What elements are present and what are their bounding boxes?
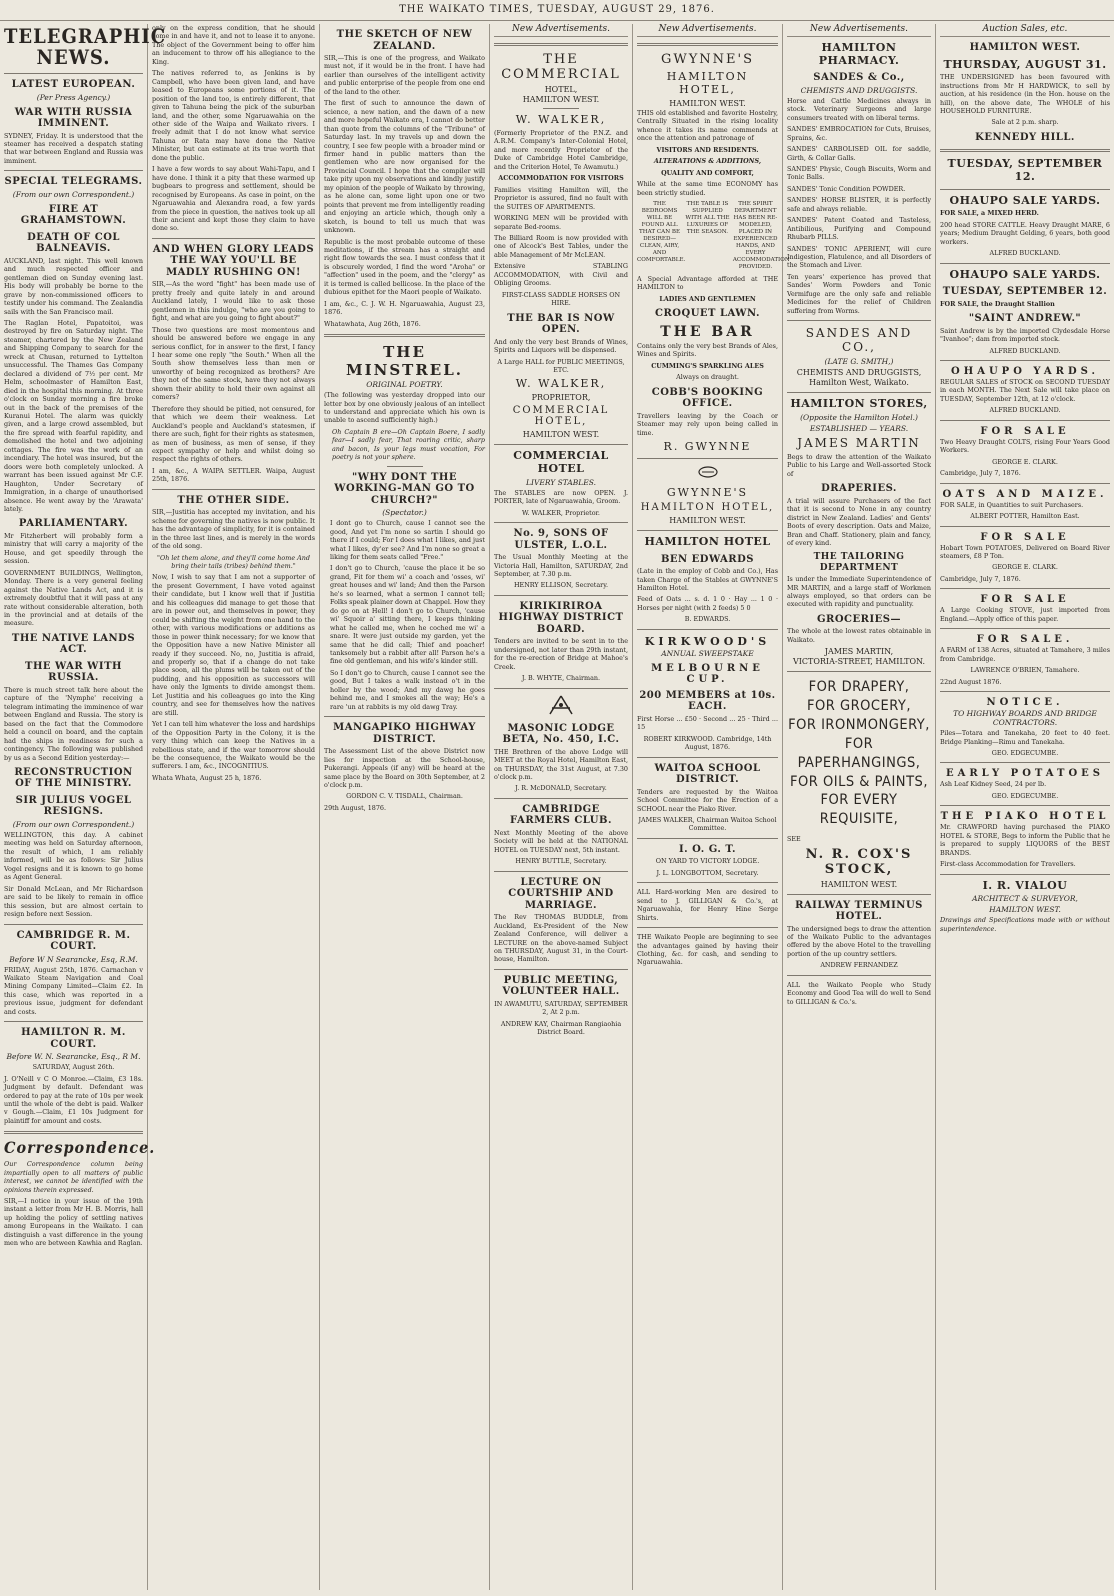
masonic-title: MASONIC LODGE BETA, No. 450, I.C. [502,722,620,746]
ham-waikato: Hamilton West, Waikato. [809,378,909,388]
column-header: New Advertisements. [787,24,931,37]
established: ESTABLISHED — YEARS. [809,423,909,433]
walker-body: (Formerly Proprietor of the P.N.Z. and A.R.M. Company's Inter-Colonial Hotel, and more recently Proprietor of the Duke of Cambridge Hotel Cambridge, and the Criterion Hotel, Te Awamutu.) [494,129,628,171]
working-men: WORKING MEN will be provided with separate Bed-rooms. [494,214,628,231]
fs3: FOR SALE [980,425,1070,437]
poem-spectator: (Spectator.) [382,508,427,518]
fs4: FOR SALE [980,531,1070,543]
r-gwynne: R. GWYNNE [663,439,752,453]
use-2: SANDES' CARBOLISED OIL for saddle, Girth, & Collar Galls. [787,145,931,162]
commercial-hotel-place: HAMILTON WEST. [522,95,600,104]
special-sub: (From our own Correspondent.) [12,189,135,199]
filler-1: The Raglan Hotel, Papatoitoi, was destroyed by fire on Saturday night. The steamer, chartered by the New Zealand and Shipping Company to search for the wreck at Chusan, returned to Lyttelton unsuccessful. The Thames Gas Company declared a dividend of 7½ per cent. Mr Helm, schoolmaster of Hamilton East, died in the hospital this morning. At three o'clock on Sunday morning a fire broke out in the back of the premises of the Kuranui Hotel. The alarm was quickly given, and a large crowd assembled, but the fire spread with fearful rapidity, and demolished the hotel and two adjoining cottages. The fire was the work of an incendiary. The hotel was insured, but the doors were both completely unlocked. A warrant has been issued against Mr C.F. Haughton, Under Secretary of Immigration, in a charge of unauthorised absence. He went away by the 'Arawata' lately. [4,318,143,513]
heading-war-with-russia: THE WAR WITH RUSSIA. [25,660,122,684]
war-body: SYDNEY, Friday. It is understood that the steamer has received a despatch stating that war between England and Russia was imminent. [4,131,143,165]
use-5: SANDES' HORSE BLISTER, it is perfectly safe and always reliable. [787,196,931,213]
tailoring-body: Is under the Immediate Superintendence of MR MARTIN, and a large staff of Workmen always employed, so that orders can be executed with rapidity and punctuality. [787,575,931,609]
heading-other-side: THE OTHER SIDE. [177,494,290,506]
kirkwood-sign: ROBERT KIRKWOOD. Cambridge, 14th August, 1876. [643,734,772,752]
bar-body: Contains only the very best Brands of Ales, Wines and Spirits. [637,341,778,359]
glory-signoff: I am, &c., A WAIPA SETTLER. Waipa, August 25th, 1876. [152,466,315,484]
buckland-1: ALFRED BUCKLAND. [989,249,1061,258]
poem-title: "WHY DONT THE WORKING-MAN GO TO CHURCH?" [334,471,475,506]
fs6: FOR SALE. [976,634,1074,646]
see: SEE [787,835,801,844]
visitors: VISITORS AND RESIDENTS. [656,145,759,154]
gwynnes-place: HAMILTON WEST. [669,99,746,108]
sale-time: Sale at 2 p.m. sharp. [991,118,1059,127]
for-every: FOR EVERY REQUISITE, [819,792,899,828]
tailoring: THE TAILORING DEPARTMENT [813,552,905,573]
ad-kirikiriroa [494,601,628,683]
ohaupo-yards-3: OHAUPO YARDS. [951,366,1099,377]
ulster-title: No. 9, SONS OF ULSTER, L.O.L. [513,528,609,551]
james-martin: JAMES MARTIN [797,435,921,450]
chemists: CHEMISTS AND DRUGGISTS. [800,85,918,95]
edwards-body: (Late in the employ of Cobb and Co.), Has taken Charge of the Stables at GWYNNE'S Hamilton Hotel. [637,567,778,592]
melbourne-cup: MELBOURNE CUP. [651,662,764,685]
column-1 [0,24,167,1590]
public-hall: A Large HALL for PUBLIC MEETINGS, ETC. [497,357,625,374]
cummings: CUMMING'S SPARKLING ALES [651,361,764,370]
chemists-2: CHEMISTS AND DRUGGISTS, [796,368,922,378]
railway-body: The undersigned begs to draw the attention of the Waikato Public to the advantages offered by the above Hotel to the travelling portion of the up country settlers. [787,924,931,958]
victory: ON YARD TO VICTORY LODGE. [655,857,760,866]
buckland-2: ALFRED BUCKLAND. [989,346,1061,355]
proprietor-label: PROPRIETOR, [531,393,591,403]
iogt: I. O. G. T. [678,843,736,855]
members: 200 MEMBERS at 10s. EACH. [639,689,776,713]
column-header: New Advertisements. [494,24,628,37]
livery-sign: W. WALKER, Proprietor. [522,508,600,517]
piako: THE PIAKO HOTEL [940,811,1110,823]
ad-farmers [494,804,628,866]
filler-4: Sir Donald McLean, and Mr Richardson are said to be likely to remain in office this session, but are almost certain to resign before next Session. [4,884,143,919]
croquet: CROQUET LAWN. [655,308,760,320]
public-title: PUBLIC MEETING, VOLUNTEER HALL. [502,974,620,998]
for-paperhangings: FOR PAPERHANGINGS, [797,735,921,771]
buckland-3: ALFRED BUCKLAND. [989,406,1061,415]
accommodation: ACCOMMODATION FOR VISITORS [498,174,624,183]
potatoes-body: Ash Leaf Kidney Seed, 24 per lb. [940,780,1047,789]
victoria-st: VICTORIA-STREET, HAMILTON. [792,657,926,667]
obrien-date: 22nd August 1876. [940,677,1002,686]
fs2: FOR SALE, the Draught Stallion [940,299,1055,308]
farmers-title: CAMBRIDGE FARMERS CLUB. [510,803,612,827]
ad-mangapiko [324,722,485,812]
hamilton-stores: HAMILTON STORES, [790,397,928,411]
the-bar: THE BAR [660,323,755,340]
thursday: THURSDAY, AUGUST 31. [943,57,1107,71]
column-5 [633,24,790,1590]
heading-mangapiko: MANGAPIKO HIGHWAY DISTRICT. [333,722,476,745]
oats: OATS AND MAIZE. [942,488,1108,500]
col2-filler-3: Those two questions are most momentous and should be answered before we engage in any serious conflict, for in answer to the first, I fancy I hear some one reply "the South." When all the South show themselves less than men or unworthy of being recognized as brothers? Are they not of the same stock, have they not always shown their ability to hold their own against all comers? [152,325,315,402]
use-6: SANDES' Patent Coated and Tasteless, Antibilious, Purifying and Compound Rhubarb PILLS. [787,216,931,242]
lecture-title: LECTURE ON COURTSHIP AND MARRIAGE. [508,876,614,911]
vogel-sub: (From our own Correspondent.) [12,819,135,829]
col3-filler-1: The first of such to announce the dawn of science, a new nation, and the dawn of a new and more hopeful Waikato era, I cannot do better than quote from the columns of the "Tribune" of Saturday last. In my travels up and down the country, I see few people with a broader mind or firmer hand in public matters than the gentlemen who are now organised for the Provincial Council. I hope that the compiler will take pity upon my observations and kindly justify my opinion of the people of Waikato by throwing, as he alone can, some light upon one or two points that prevent me from intelligently reading and enjoying an article which, though only a sketch, is bound to tell us much that was unknown. [324,99,485,235]
filler-5: FRIDAY, August 25th, 1876. Carnachan v Waikato Steam Navigation and Coal Mining Company Limited—Claim £2. In this case, which was reported in a previous issue, judgment for defendant and costs. [4,965,143,1016]
quality-body: While at the same time ECONOMY has been strictly studied. [637,180,778,197]
accommodation-body: Families visiting Hamilton will, the Proprietor is assured, find no fault with the SUITES OF APARTMENTS. [494,185,628,211]
notice-body: Piles—Totara and Tanekaha, 20 feet to 40 feet. Bridge Planking—Rimu and Tanekaha. [940,729,1110,746]
section-title-telegraphic: TELEGRAPHIC NEWS. [4,24,167,69]
fs1: FOR SALE, a MIXED HERD. [940,209,1039,218]
b-edwards: B. EDWARDS. [684,615,731,624]
groceries: GROCERIES— [817,613,901,625]
col3-filler-2: Republic is the most probable outcome of these meditations, if the stream has a straight and right flow towards the sea. I must confess that it is obscurely worded, I find the word "Aroha" or "affection" used in the poem, and the "clergy" as it is termed is called bellicose. In the place of the dubious epithet for the Maori people of Waikato. [324,237,485,297]
gwynne-body: THIS old established and favorite Hostelry, Centrally Situated in the rising locality whence it takes its name commends at once the attention and patronage of [637,109,778,143]
hamilton-west: HAMILTON WEST. [969,42,1081,53]
architect: ARCHITECT & SURVEYOR, [972,894,1078,904]
col2-footer: Whata Whata, August 25 h, 1876. [152,773,262,782]
hotel-features-table [637,201,790,271]
notice: NOTICE. [986,697,1064,709]
column-7 [936,24,1114,1590]
feed-prices: Feed of Oats ... s. d. 1 0 · Hay ... 1 0 · Horses per night (with 2 feeds) 5 0 [637,595,778,612]
piako-body: Mr. CRAWFORD having purchased the PIAKO HOTEL & STORE, Begs to inform the Public that he is prepared to supply LIQUORS of the BEST BRANDS. [940,823,1110,857]
waitoa: WAITOA SCHOOL DISTRICT. [654,762,761,786]
pharmacy: HAMILTON PHARMACY. [818,41,900,67]
billiard: The Billiard Room is now provided with one of Alcock's Best Tables, under the able Management of Mr McLEAN. [494,233,628,259]
victory-sign: J. L. LONGBOTTOM, Secretary. [656,868,759,877]
col2-filler-2: I have a few words to say about Wahi-Tapu, and I have done. I think it a pity that these warmed up bugbears to progress and settlement, should be recognised by Europeans. As case in point, on the Ngaruawahia and Alexandra road, a few yards from the piece in question, the natives took up all their ancient and kept those they claim to have done so. [152,165,315,233]
bar-body: And only the very best Brands of Wines, Spirits and Liquors will be dispensed. [494,337,628,355]
hamilton-sub: Before W. N. Searancke, Esq., R M. [6,1052,141,1062]
use-3: SANDES' Physic, Cough Biscuits, Worm and Tonic Balls. [787,164,931,182]
minstrel-verse: Oh Captain B ere—Oh Captain Boere, I sadly fear—I sadly fear, That roaring critic, sharp and bacon, Is your legs must vocation, For poetry is not your sphere. [332,427,485,462]
section-title-minstrel: THE MINSTREL. [346,343,463,380]
poem-body: I dont go to Church, cause I cannot see the good, And yet I'm none so sartin I should go there if I could; For I does what I likes, and just what I likes, dy'er see? And I'm none so great a liking for them seats called "Free." [330,519,485,561]
heading-glory: AND WHEN GLORY LEADS THE WAY YOU'LL BE MADLY RUSHING ON! [152,243,315,278]
potatoes: EARLY POTATOES [945,768,1105,780]
ben-edwards: BEN EDWARDS [660,553,755,565]
mangapiko-sign: GORDON C. V. TISDALL, Chairman. [346,792,463,801]
ulster-body: The Usual Monthly Meeting at the Victoria Hall, Hamilton, SATURDAY, 2nd September, at 7.30 p.m. [494,553,628,578]
notice-sub: TO HIGHWAY BOARDS AND BRIDGE CONTRACTORS. [953,709,1097,728]
heading-war-russia: WAR WITH RUSSIA IMMINENT. [14,106,133,129]
oats-body: FOR SALE, in Quantities to suit Purchasers. [940,500,1084,509]
fs4-body: Hobart Town POTATOES, Delivered on Board River steamers, £8 P Ton. [940,543,1110,560]
yards-body: REGULAR SALES of STOCK on SECOND TUESDAY in each MONTH. The Next Sale will take place on TUESDAY, September 12th, at 12 o'clock. [940,378,1110,403]
col2-body-1: only on the express condition, that he should come in and have it, and not to lease it to anyone. The object of the Government being to offer him an inducement to throw off his allegiance to the King. [152,24,315,66]
public-body: IN AWAMUTU, SATURDAY, SEPTEMBER 2, At 2 p.m. [494,999,628,1017]
masonic-body: THE Brethren of the above Lodge will MEET at the Royal Hotel, Hamilton East, on THURSDAY, the 31st August, at 7.30 o'clock p.m. [494,747,628,781]
cobb-office: COBB'S BOOKING OFFICE. [651,386,764,410]
kirikiriroa-body: Tenders are invited to be sent in to the undersigned, not later than 29th instant, for the re-erection of Bridge at Mahoe's Creek. [494,637,628,671]
stabling: Extensive STABLING ACCOMMODATION, with Civil and Obliging Grooms. [494,262,628,288]
saint-andrew: "SAINT ANDREW." [968,313,1082,325]
use-1: SANDES' EMBROCATION for Cuts, Bruises, Sprains, &c. [787,125,931,142]
filler-2: GOVERNMENT BUILDINGS, Wellington, Monday. There is a very general feeling against the Native Lands Act, and it is extremely doubtful that it will pass at any rate without considerable alteration, both in the provincial and at details of the measure. [4,568,143,628]
fs3-body: Two Heavy Draught COLTS, rising Four Years Good Workers. [940,437,1110,455]
ohaupo-yards-2: OHAUPO SALE YARDS. [949,267,1101,281]
vialou: I. R. VIALOU [982,878,1068,892]
poem-middle: I don't go to Church, 'cause the place it be so grand, Fit for them wi' a coach and 'osses, wi' great houses and wi' land; And then the Parson he's so learned, what a sermon I cannot tell; Folks speak plainer down at Chappel. How they do go on at Hell! I don't go to Church, 'cause wi' Squoir a' sitting there, I keeps thinking what he called me, when he coched me wi' a snare. It were just outside my garden, yet the same that he did call; Thief and poacher! tanksomely but a rabbit after all! Parson he's a fine old gentleman, and his wife's kinder still. [330,564,485,666]
gwynnes-place-2: HAMILTON WEST. [669,515,746,525]
ham-w: HAMILTON WEST. [989,905,1061,915]
commercial-hotel-2-place: HAMILTON WEST. [522,430,600,440]
filler-6: J. O'Neill v C O Monroe.—Claim, £3 18s. Judgment by default. Defendant was ordered to pay at the rate of 10s per week until the whole of the debt is paid. Walker v Gough.—Claim, £1 10s Judgment for plaintiff for amount and costs. [4,1074,143,1125]
hamilton-hotel: HAMILTON HOTEL [644,534,771,548]
column-6 [783,24,936,1590]
ad-livery [494,450,628,517]
sandes-2: SANDES AND CO., [805,326,913,355]
use-7: SANDES' TONIC APERIENT, will cure Indigestion, Flatulence, and all Disorders of the Stomach and Liver. [787,244,931,270]
commercial-hotel-sub: HOTEL, [544,85,578,94]
prizes: First Horse ... £50 · Second ... 25 · Third ... 15 [637,714,778,732]
first-class: First-class Accommodation for Travellers. [940,860,1076,869]
cox-stock: N. R. COX'S STOCK, [805,846,913,877]
column-2 [148,24,320,1590]
stores-sub: (Opposite the Hamilton Hotel.) [800,412,918,422]
commercial-hotel-title: THE COMMERCIAL [501,52,621,82]
feature-bedrooms: THE BEDROOMS WILL BE FOUND ALL THAT CAN BE DESIRED—CLEAN, AIRY, AND COMFORTABLE. [637,201,686,263]
ulster-sign: HENRY ELLISON, Secretary. [513,581,609,590]
masonic-emblem-icon [494,694,628,720]
fs2-body: Saint Andrew is by the imported Clydesdale Horse "Ivanhoe"; dam from imported stock. [940,326,1110,344]
for-ironmongery: FOR IRONMONGERY, [788,717,930,734]
martin-body-2: A trial will assure Purchasers of the fact that it is second to None in any country district in New Zealand. Ladies' and Gents' Boots of every description. Oats and Maize, Bran and Chaff. Stationery, plain and fancy, of every kind. [787,496,931,547]
waitoa-sign: JAMES WALKER, Chairman Waitoa School Committee. [638,815,777,833]
livery-title: COMMERCIAL HOTEL [513,449,609,476]
heading-sketch: THE SKETCH OF NEW ZEALAND. [336,29,473,52]
gwynnes-title-2: GWYNNE'S [666,485,749,499]
filler-3: There is much street talk here about the capture of the 'Nymphe' receiving a telegram intimating the imminence of war between England and Russia. The story is based on the fact that the Commodore held a council on board, and the captain had the ships in readiness for such a contingency. The following was published by us as a Second Edition yesterday:— [4,685,143,762]
fs5-body: A Large Cooking STOVE, just imported from England.—Apply office of this paper. [940,606,1110,623]
pharmacy-body: Horse and Cattle Medicines always in stock. Veterinary Surgeons and large consumers treated with on liberal terms. [787,96,931,122]
mangapiko-body: The Assessment List of the above District now lies for inspection at the School-house, Pukerangi. Appeals (if any) will be heard at the same place by the Board on 30th September, at 2 o'clock p.m. [324,747,485,789]
tuesday-sept: TUESDAY, SEPTEMBER 12. [947,157,1103,183]
edgecumbe-1: GEO. EDGECUMBE. [991,748,1059,757]
cobb-body: Travellers leaving by the Coach or Steamer may rely upon being called in time. [637,411,778,437]
hamilton-date: SATURDAY, August 26th. [32,1063,115,1072]
james-martin-2: JAMES MARTIN, [824,647,894,657]
masthead: THE WAIKATO TIMES, TUESDAY, AUGUST 29, 1876. [0,0,1114,21]
sandes-2-sub: (LATE G. SMITH,) [824,357,894,367]
alterations: ALTERATIONS & ADDITIONS, [653,157,762,166]
column-header: Auction Sales, etc. [940,24,1110,37]
kirkwood-sub: ANNUAL SWEEPSTAKE [661,648,754,658]
ad-lecture [494,877,628,964]
death-body: AUCKLAND, last night. This well known and much respected officer and gentleman died on Sunday evening last. His body will probably be borne to the grave by non-commissioned officers to testify under his command. The Zealandia sails with the San Francisco mail. [4,256,143,316]
draperies: DRAPERIES. [821,483,897,495]
original-poetry: ORIGINAL POETRY. [366,380,443,390]
masonic-sign: J. R. McDONALD, Secretary. [515,784,607,793]
edgecumbe-2: GEO. EDGECUMBE. [991,791,1059,800]
cambridge-sub: Before W N Searancke, Esq, R.M. [9,954,138,964]
correspondence-note: Our Correspondence column being impartially open to all matters of public interest, we cannot be identified with the opinions therein expressed. [4,1160,143,1194]
kennedy-hill: KENNEDY HILL. [975,131,1075,143]
heading-latest-european: LATEST EUROPEAN. [11,79,136,90]
gwynnes-hotel-2: HAMILTON HOTEL, [640,501,775,513]
fs1-body: 200 head STORE CATTLE. Heavy Draught MARE, 6 years; Medium Draught Gelding, 6 years, both good workers. [940,220,1110,246]
column-3 [320,24,490,1590]
kirkwood: KIRKWOOD'S [644,634,771,648]
tuesday-sept-2: TUESDAY, SEPTEMBER 12. [942,286,1108,298]
whole: The whole at the lowest rates obtainable in Waikato. [787,627,931,644]
potter: ALBERT POTTER, Hamilton East. [970,512,1080,521]
col2-filler-1: The natives referred to, as Jenkins is by Campbell, who have been given land, and have leased to Europeans some portions of it. The position of the land too, is entirely different, that given to Tahuna being the pick of the suburban land, and the other, some Ngaruawahia on the other side of the Waipa and Waikato rivers. I freely admit that I do not know what service Tahuna or Rata may have done the Native Minister, but can estimate at its true worth that done the public. [152,69,315,162]
clark-1-date: Cambridge, July 7, 1876. [940,469,1021,478]
gwynnes-title: GWYNNE'S [660,52,755,67]
tea-ad: ALL the Waikato People who Study Economy and Good Tea will do well to Send to GILLIGAN & Co.'s. [787,980,931,1006]
section-title-correspondence: Correspondence. [4,1138,156,1158]
obrien: LAWRENCE O'BRIEN, Tamahere. [970,666,1080,675]
walker-name: W. WALKER, [515,113,607,126]
waitoa-body: Tenders are requested by the Waitoa School Committee for the Erection of a SCHOOL near the Piako River. [637,787,778,813]
poem-end: So I don't go to Church, cause I cannot see the good, But I takes a walk instead o't in the holler by the wood; And my dawg he goes behind me, and I smokes all the way; He's a rare 'un at rabbits is my old dawg Tray. [330,668,485,711]
farmers-body: Next Monthly Meeting of the above Society will be held at the NATIONAL HOTEL on TUESDAY next, 5th instant. [494,828,628,854]
railway-terminus: RAILWAY TERMINUS HOTEL. [795,899,923,923]
heading-vogel: SIR JULIUS VOGEL RESIGNS. [15,794,132,818]
kirikiriroa-title: KIRIKIRIROA HIGHWAY DISTRICT BOARD. [498,600,624,635]
col2-filler-5: Now, I wish to say that I am not a supporter of the present Government, I have voted against their candidate, but I know well that if Justitia and his colleagues did manage to get those that are in power out, and themselves in power, they could be shifting the weight from one hand to the other, with various modifications or additions as those in power think necessary; for we know that the Opposition have a new Native Minister all ready if they succeed. No, no, Justitia is afraid, and properly so, that if a change do not take place soon, all the plums will be taken out of the pudding, and his opposition as successors will have only the Igments to divide amongst them. Let Justitia and his colleagues go into the King country, and see for themselves how the natives are still. [152,573,315,717]
heading-reconstruction: RECONSTRUCTION OF THE MINISTRY. [14,766,133,790]
quality: QUALITY AND COMFORT, [661,168,754,177]
fs6-body: A FARM of 138 Acres, situated at Tamahere, 3 miles from Cambridge. [940,646,1110,663]
farmers-sign: HENRY BUTTLE, Secretary. [515,857,607,866]
col2-filler-4: Therefore they should be pitied, not censured, for that which we deem their weakness. Let Auckland's people and Auckland's statesmen, if there are such, fight for their rights as statesmen, as men of business, as men of sense, if they expect sympathy or help and whilst doing so respect the rights of others. [152,404,315,464]
minstrel-intro: (The following was yesterday dropped into our letter box by one obviously jealous of an intellect to understand and appreciate which his own is unable to ascend sufficiently high.) [324,391,485,425]
livery-sub: LIVERY STABLES. [526,477,596,487]
pharmacy-note: Ten years' experience has proved that Sandes' Worm Powders and Tonic Vermifuge are the only safe and reliable Medicines for the relief of Children suffering from Worms. [787,272,931,315]
heading-fire: FIRE AT GRAHAMSTOWN. [20,203,127,227]
ad-public-meeting [494,975,628,1037]
glory-body: SIR,—As the word "fight" has been made use of pretty freely and quite lately in and around Auckland lately, I would like to ask those gentlemen in this indulge, "who are you going to fight, and what are you going to fight about?" [152,280,315,323]
col2-filler-6: Yet I can tell him whatever the loss and hardships of the Opposition Party in the Colony, it is the very thing which can keep the Natives in a rebellious state, and if the war tomorrow should be the consequence, the Waikato would be the sufferers. I am, &c., INCOGNITIUS. [152,720,315,771]
fs5: FOR SALE [980,594,1070,606]
clark-2-date: Cambridge, July 7, 1876. [940,574,1021,583]
thursday-body: THE UNDERSIGNED has been favoured with instructions from Mr H HARDWICK, to sell by auction, at his residence (in the Hon. house on the hill), on the above date, The WHOLE of his HOUSEHOLD FURNITURE. [940,73,1110,115]
sketch-sign-2: Whatawhata, Aug 26th, 1876. [324,319,421,328]
other-body: SIR,—Justitia has accepted my invitation, and his scheme for governing the natives is now public. It has the advantage of simplicity, for it is contained in the three last lines, and is merely in the words of the old song. [152,508,315,551]
walker-name-2: W. WALKER, [515,377,607,391]
song-lines: "Oh let them alone, and they'll come home And bring their tails (tribes) behind them." [157,553,310,571]
drawings: Drawings and Specifications made with or without superintendence. [940,916,1110,933]
ohaupo-yards: OHAUPO SALE YARDS. [949,193,1101,207]
waikato-people: THE Waikato People are beginning to see the advantages gained by having their Clothing, &c. for cash, and sending to Ngaruawahia. [637,933,778,967]
heading-cambridge-court: CAMBRIDGE R. M. COURT. [16,929,131,952]
martin-body: Begs to draw the attention of the Waikato Public to his Large and Well-assorted Stock of [787,452,931,478]
bar-open: THE BAR IS NOW OPEN. [507,312,615,336]
agency-note: (Per Press Agency.) [36,92,111,102]
commercial-hotel-2: COMMERCIAL HOTEL, [512,405,610,428]
public-sign: ANDREW KAY, Chairman Rangiaohia District Board. [500,1019,622,1037]
heading-special-telegrams: SPECIAL TELEGRAMS. [4,176,143,188]
column-4 [490,24,633,1590]
ad-masonic [494,694,628,793]
heading-parliamentary: PARLIAMENTARY. [18,518,129,530]
special-advantage: A Special Advantage afforded at THE HAMILTON to [637,274,778,292]
sketch-sign: I am, &c., C. J. W. H. Ngaruawahia, August 23, 1876. [324,299,485,317]
filler-7: SIR,—I notice in your issue of the 19th instant a letter from Mr H. B. Morris, hall up holding the policy of settling natives among Europeans in the Waikato. I can distinguish a vast difference in the young men who are between Kawhia and Raglan. [4,1197,143,1248]
clark-1: GEORGE E. CLARK. [992,457,1058,466]
vogel-body: WELLINGTON, this day. A cabinet meeting was held on Saturday afternoon, the result of which, I am reliably informed, will be as follows: Sir Julius Vogel resigns and it is known to go home as Agent General. [4,830,143,882]
livery-body: The STABLES are now OPEN. J. PORTER, late of Ngaruawahia, Groom. [494,488,628,506]
hard-working: ALL Hard-working Men are desired to send to J. GILLIGAN & Co.'s, at Ngaruawahia, for Henry Hine Serge Shirts. [637,888,778,922]
for-grocery: FOR GROCERY, [806,698,911,715]
clark-2: GEORGE E. CLARK. [992,563,1058,572]
parliament-body: Mr Fitzherbert will probably form a ministry that will carry a majority of the House, and get speedily through the session. [4,531,143,566]
ferdinand: ANDREW FERNANDEZ [820,961,898,970]
lecture-body: The Rev THOMAS BUDDLE, from Auckland, Ex-President of the New Zealand Conference, will deliver a LECTURE on the above-named Subject on THURSDAY, August 31, in the Court-house, Hamilton. [494,913,628,964]
ladies: LADIES AND GENTLEMEN [659,294,756,303]
use-4: SANDES' Tonic Condition POWDER. [787,184,906,193]
ad-ulster [494,528,628,590]
heading-hamilton-court: HAMILTON R. M. COURT. [21,1027,126,1050]
column-header: New Advertisements. [637,24,778,37]
gwynnes-hotel: HAMILTON HOTEL, [666,70,749,96]
for-drapery: FOR DRAPERY, [808,679,910,696]
sketch-body: SIR,—This is one of the progress, and Waikato must not, if it would be in the front. I have had earlier than ourselves of the intelligent activity and public enterprise of the people from one end of the land to the other. [324,54,485,96]
crest-icon [637,464,778,483]
sandes: SANDES & Co., [813,72,905,84]
cox-sub: HAMILTON WEST. [820,879,898,889]
kirikiriroa-sign: J. B. WHYTE, Chairman. [521,674,601,683]
requisite-list [787,678,931,829]
cummings-sub: Always on draught. [676,373,739,382]
heading-death: DEATH OF COL BALNEAVIS. [27,231,120,255]
heading-native-lands: THE NATIVE LANDS ACT. [11,632,136,656]
for-oils: FOR OILS & PAINTS, [790,773,928,790]
mangapiko-date: 29th August, 1876. [324,803,386,812]
saddle-horses: FIRST-CLASS SADDLE HORSES ON HIRE. [501,290,621,308]
feature-table: THE TABLE IS SUPPLIED WITH ALL THE LUXURIES OF THE SEASON. [685,201,730,236]
feature-spirits: THE SPIRIT DEPARTMENT HAS BEEN RE-MODELED, PLACED IN EXPERIENCED HANDS, AND EVERY ACCOMMODATION PROVIDED. [732,201,790,270]
